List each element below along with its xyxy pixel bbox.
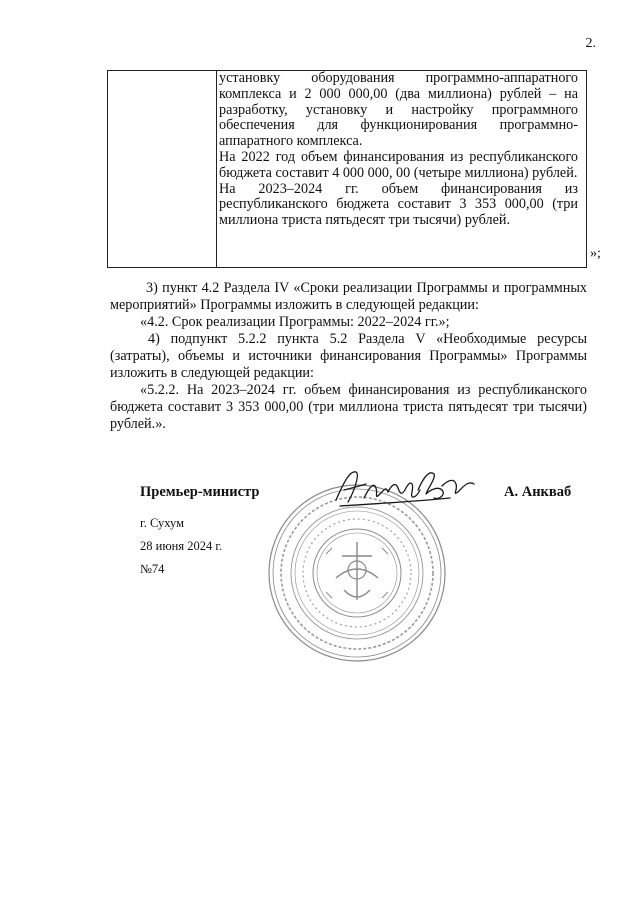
signatory-name: А. Анкваб <box>504 484 572 500</box>
body-paragraph-3: 3) пункт 4.2 Раздела IV «Сроки реализации Программы и программных мероприятий» Программы изложить в следующей редакции: <box>110 280 587 313</box>
table-right-cell <box>216 71 586 267</box>
signing-date: 28 июня 2024 г. <box>140 539 223 553</box>
document-number: №74 <box>140 562 165 576</box>
table-paragraph-3: На 2023–2024 гг. объем финансирования из республиканского бюджета составит 3 353 000,00 (три миллиона триста пятьдесят три тысячи) рублей. <box>219 180 578 229</box>
signatory-title: Премьер-министр <box>140 484 260 500</box>
body-paragraph-4: 4) подпункт 5.2.2 пункта 5.2 Раздела V «Необходимые ресурсы (затраты), объемы и источники финансирования Программы» Программы изложить в следующей редакции: <box>110 331 587 381</box>
table-closing-quote: »; <box>590 246 601 261</box>
table-left-cell <box>108 71 217 267</box>
handwritten-signature-icon <box>330 462 480 512</box>
signing-city: г. Сухум <box>140 516 185 530</box>
page-number: 2. <box>585 36 596 51</box>
document-body <box>110 280 587 433</box>
body-paragraph-quote-4-2: «4.2. Срок реализации Программы: 2022–2024 гг.»; <box>140 314 450 330</box>
table-paragraph-2: На 2022 год объем финансирования из республиканского бюджета составит 4 000 000, 00 (четыре миллиона) рублей. <box>219 148 578 181</box>
table-paragraph-1: установку оборудования программно-аппаратного комплекса и 2 000 000,00 (два миллиона) рублей – на разработку, установку и настройку программного обеспечения для функционирования программно-аппаратного комплекса. <box>219 70 578 150</box>
body-paragraph-quote-5-2-2: «5.2.2. На 2023–2024 гг. объем финансирования из республиканского бюджета составит 3 353 000,00 (три миллиона триста пятьдесят три тысячи) рублей.». <box>110 382 587 432</box>
program-table <box>107 70 587 268</box>
